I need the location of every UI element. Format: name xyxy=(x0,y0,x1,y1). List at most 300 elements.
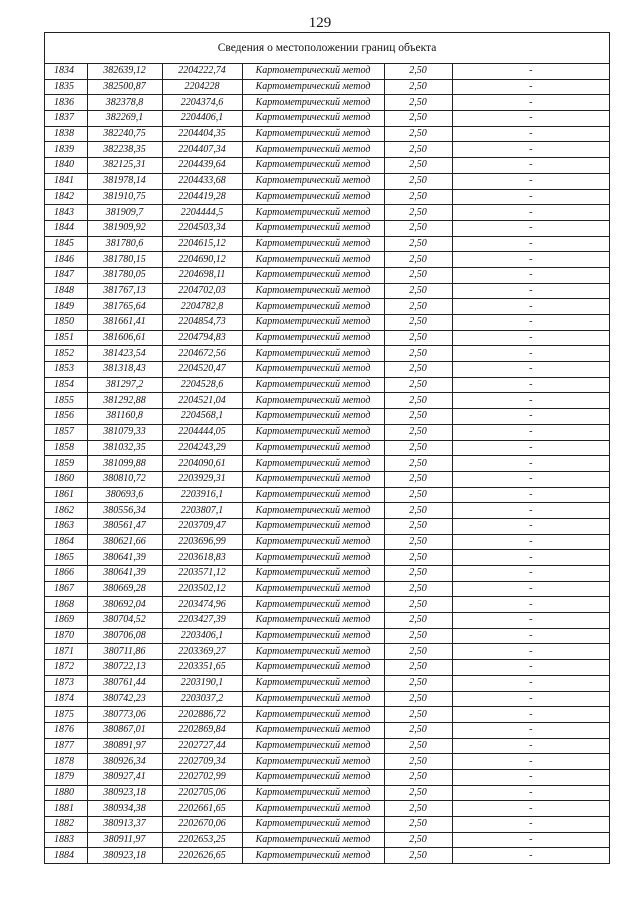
point-number-cell: 1860 xyxy=(45,471,87,487)
x-coordinate-cell: 380704,52 xyxy=(87,613,162,629)
point-number-cell: 1858 xyxy=(45,440,87,456)
note-cell: - xyxy=(452,785,609,801)
accuracy-cell: 2,50 xyxy=(384,111,452,127)
method-cell: Картометрический метод xyxy=(242,550,384,566)
note-cell: - xyxy=(452,738,609,754)
y-coordinate-cell: 2203037,2 xyxy=(162,691,242,707)
y-coordinate-cell: 2203929,31 xyxy=(162,471,242,487)
point-number-cell: 1876 xyxy=(45,722,87,738)
point-number-cell: 1874 xyxy=(45,691,87,707)
table-row xyxy=(45,817,609,833)
method-cell: Картометрический метод xyxy=(242,362,384,378)
table-row xyxy=(45,471,609,487)
table-row xyxy=(45,315,609,331)
y-coordinate-cell: 2204615,12 xyxy=(162,236,242,252)
x-coordinate-cell: 382125,31 xyxy=(87,158,162,174)
x-coordinate-cell: 380556,34 xyxy=(87,503,162,519)
note-cell: - xyxy=(452,769,609,785)
y-coordinate-cell: 2203369,27 xyxy=(162,644,242,660)
x-coordinate-cell: 381318,43 xyxy=(87,362,162,378)
accuracy-cell: 2,50 xyxy=(384,440,452,456)
table-row xyxy=(45,644,609,660)
x-coordinate-cell: 380561,47 xyxy=(87,518,162,534)
y-coordinate-cell: 2204407,34 xyxy=(162,142,242,158)
method-cell: Картометрический метод xyxy=(242,832,384,848)
x-coordinate-cell: 380773,06 xyxy=(87,707,162,723)
method-cell: Картометрический метод xyxy=(242,785,384,801)
table-row xyxy=(45,707,609,723)
table-row xyxy=(45,173,609,189)
accuracy-cell: 2,50 xyxy=(384,79,452,95)
table-row xyxy=(45,362,609,378)
table-row xyxy=(45,801,609,817)
accuracy-cell: 2,50 xyxy=(384,189,452,205)
x-coordinate-cell: 380692,04 xyxy=(87,597,162,613)
x-coordinate-cell: 381780,15 xyxy=(87,252,162,268)
accuracy-cell: 2,50 xyxy=(384,597,452,613)
x-coordinate-cell: 382500,87 xyxy=(87,79,162,95)
method-cell: Картометрический метод xyxy=(242,769,384,785)
accuracy-cell: 2,50 xyxy=(384,456,452,472)
table-row xyxy=(45,220,609,236)
y-coordinate-cell: 2204090,61 xyxy=(162,456,242,472)
accuracy-cell: 2,50 xyxy=(384,581,452,597)
note-cell: - xyxy=(452,283,609,299)
table-row xyxy=(45,738,609,754)
note-cell: - xyxy=(452,111,609,127)
accuracy-cell: 2,50 xyxy=(384,95,452,111)
accuracy-cell: 2,50 xyxy=(384,142,452,158)
y-coordinate-cell: 2204439,64 xyxy=(162,158,242,174)
table-row xyxy=(45,252,609,268)
point-number-cell: 1841 xyxy=(45,173,87,189)
point-number-cell: 1869 xyxy=(45,613,87,629)
y-coordinate-cell: 2203696,99 xyxy=(162,534,242,550)
x-coordinate-cell: 380926,34 xyxy=(87,754,162,770)
method-cell: Картометрический метод xyxy=(242,581,384,597)
accuracy-cell: 2,50 xyxy=(384,644,452,660)
table-row xyxy=(45,722,609,738)
accuracy-cell: 2,50 xyxy=(384,487,452,503)
table-row xyxy=(45,79,609,95)
y-coordinate-cell: 2203709,47 xyxy=(162,518,242,534)
accuracy-cell: 2,50 xyxy=(384,377,452,393)
y-coordinate-cell: 2203427,39 xyxy=(162,613,242,629)
y-coordinate-cell: 2204406,1 xyxy=(162,111,242,127)
accuracy-cell: 2,50 xyxy=(384,550,452,566)
note-cell: - xyxy=(452,64,609,79)
point-number-cell: 1879 xyxy=(45,769,87,785)
point-number-cell: 1859 xyxy=(45,456,87,472)
note-cell: - xyxy=(452,644,609,660)
accuracy-cell: 2,50 xyxy=(384,173,452,189)
method-cell: Картометрический метод xyxy=(242,126,384,142)
coordinates-table-body xyxy=(45,64,609,863)
accuracy-cell: 2,50 xyxy=(384,126,452,142)
method-cell: Картометрический метод xyxy=(242,456,384,472)
point-number-cell: 1870 xyxy=(45,628,87,644)
note-cell: - xyxy=(452,95,609,111)
point-number-cell: 1877 xyxy=(45,738,87,754)
point-number-cell: 1884 xyxy=(45,848,87,863)
y-coordinate-cell: 2202626,65 xyxy=(162,848,242,863)
accuracy-cell: 2,50 xyxy=(384,299,452,315)
method-cell: Картометрический метод xyxy=(242,330,384,346)
table-row xyxy=(45,848,609,863)
table-row xyxy=(45,566,609,582)
table-row xyxy=(45,597,609,613)
method-cell: Картометрический метод xyxy=(242,801,384,817)
method-cell: Картометрический метод xyxy=(242,503,384,519)
x-coordinate-cell: 381423,54 xyxy=(87,346,162,362)
note-cell: - xyxy=(452,173,609,189)
x-coordinate-cell: 381910,75 xyxy=(87,189,162,205)
x-coordinate-cell: 382240,75 xyxy=(87,126,162,142)
table-row xyxy=(45,550,609,566)
note-cell: - xyxy=(452,722,609,738)
point-number-cell: 1846 xyxy=(45,252,87,268)
point-number-cell: 1849 xyxy=(45,299,87,315)
x-coordinate-cell: 381780,05 xyxy=(87,267,162,283)
accuracy-cell: 2,50 xyxy=(384,675,452,691)
y-coordinate-cell: 2204672,56 xyxy=(162,346,242,362)
accuracy-cell: 2,50 xyxy=(384,722,452,738)
method-cell: Картометрический метод xyxy=(242,518,384,534)
point-number-cell: 1882 xyxy=(45,817,87,833)
table-row xyxy=(45,346,609,362)
x-coordinate-cell: 380923,18 xyxy=(87,785,162,801)
point-number-cell: 1838 xyxy=(45,126,87,142)
table-row xyxy=(45,518,609,534)
method-cell: Картометрический метод xyxy=(242,64,384,79)
y-coordinate-cell: 2204444,05 xyxy=(162,424,242,440)
note-cell: - xyxy=(452,456,609,472)
y-coordinate-cell: 2203502,12 xyxy=(162,581,242,597)
x-coordinate-cell: 381297,2 xyxy=(87,377,162,393)
note-cell: - xyxy=(452,346,609,362)
y-coordinate-cell: 2203474,96 xyxy=(162,597,242,613)
accuracy-cell: 2,50 xyxy=(384,424,452,440)
point-number-cell: 1835 xyxy=(45,79,87,95)
point-number-cell: 1848 xyxy=(45,283,87,299)
method-cell: Картометрический метод xyxy=(242,111,384,127)
note-cell: - xyxy=(452,628,609,644)
x-coordinate-cell: 380669,28 xyxy=(87,581,162,597)
y-coordinate-cell: 2202727,44 xyxy=(162,738,242,754)
accuracy-cell: 2,50 xyxy=(384,518,452,534)
accuracy-cell: 2,50 xyxy=(384,769,452,785)
accuracy-cell: 2,50 xyxy=(384,252,452,268)
table-row xyxy=(45,236,609,252)
point-number-cell: 1851 xyxy=(45,330,87,346)
accuracy-cell: 2,50 xyxy=(384,362,452,378)
accuracy-cell: 2,50 xyxy=(384,817,452,833)
method-cell: Картометрический метод xyxy=(242,393,384,409)
y-coordinate-cell: 2204374,6 xyxy=(162,95,242,111)
point-number-cell: 1836 xyxy=(45,95,87,111)
note-cell: - xyxy=(452,503,609,519)
note-cell: - xyxy=(452,801,609,817)
note-cell: - xyxy=(452,581,609,597)
method-cell: Картометрический метод xyxy=(242,487,384,503)
point-number-cell: 1844 xyxy=(45,220,87,236)
method-cell: Картометрический метод xyxy=(242,409,384,425)
note-cell: - xyxy=(452,471,609,487)
accuracy-cell: 2,50 xyxy=(384,628,452,644)
x-coordinate-cell: 380621,66 xyxy=(87,534,162,550)
method-cell: Картометрический метод xyxy=(242,675,384,691)
note-cell: - xyxy=(452,409,609,425)
method-cell: Картометрический метод xyxy=(242,173,384,189)
table-row xyxy=(45,299,609,315)
x-coordinate-cell: 380913,37 xyxy=(87,817,162,833)
note-cell: - xyxy=(452,754,609,770)
x-coordinate-cell: 381909,92 xyxy=(87,220,162,236)
y-coordinate-cell: 2202670,06 xyxy=(162,817,242,833)
accuracy-cell: 2,50 xyxy=(384,315,452,331)
x-coordinate-cell: 382639,12 xyxy=(87,64,162,79)
accuracy-cell: 2,50 xyxy=(384,566,452,582)
y-coordinate-cell: 2204782,8 xyxy=(162,299,242,315)
accuracy-cell: 2,50 xyxy=(384,738,452,754)
method-cell: Картометрический метод xyxy=(242,377,384,393)
y-coordinate-cell: 2204444,5 xyxy=(162,205,242,221)
method-cell: Картометрический метод xyxy=(242,707,384,723)
point-number-cell: 1834 xyxy=(45,64,87,79)
method-cell: Картометрический метод xyxy=(242,252,384,268)
x-coordinate-cell: 380641,39 xyxy=(87,566,162,582)
table-row xyxy=(45,456,609,472)
table-row xyxy=(45,785,609,801)
y-coordinate-cell: 2204433,68 xyxy=(162,173,242,189)
y-coordinate-cell: 2204243,29 xyxy=(162,440,242,456)
y-coordinate-cell: 2204568,1 xyxy=(162,409,242,425)
accuracy-cell: 2,50 xyxy=(384,393,452,409)
accuracy-cell: 2,50 xyxy=(384,754,452,770)
accuracy-cell: 2,50 xyxy=(384,660,452,676)
method-cell: Картометрический метод xyxy=(242,267,384,283)
y-coordinate-cell: 2203807,1 xyxy=(162,503,242,519)
note-cell: - xyxy=(452,158,609,174)
accuracy-cell: 2,50 xyxy=(384,220,452,236)
note-cell: - xyxy=(452,189,609,205)
method-cell: Картометрический метод xyxy=(242,299,384,315)
table-row xyxy=(45,660,609,676)
note-cell: - xyxy=(452,660,609,676)
method-cell: Картометрический метод xyxy=(242,440,384,456)
x-coordinate-cell: 381292,88 xyxy=(87,393,162,409)
point-number-cell: 1845 xyxy=(45,236,87,252)
note-cell: - xyxy=(529,849,533,861)
x-coordinate-cell: 381765,64 xyxy=(87,299,162,315)
method-cell: Картометрический метод xyxy=(242,754,384,770)
method-cell: Картометрический метод xyxy=(242,205,384,221)
accuracy-cell: 2,50 xyxy=(384,801,452,817)
point-number-cell: 1880 xyxy=(45,785,87,801)
table-row xyxy=(45,189,609,205)
point-number-cell: 1872 xyxy=(45,660,87,676)
accuracy-cell: 2,50 xyxy=(384,848,452,863)
point-number-cell: 1866 xyxy=(45,566,87,582)
y-coordinate-cell: 2204794,83 xyxy=(162,330,242,346)
x-coordinate-cell: 382378,8 xyxy=(87,95,162,111)
y-coordinate-cell: 2203406,1 xyxy=(162,628,242,644)
y-coordinate-cell: 2204228 xyxy=(162,79,242,95)
y-coordinate-cell: 2204702,03 xyxy=(162,283,242,299)
x-coordinate-cell: 380722,13 xyxy=(87,660,162,676)
note-cell: - xyxy=(452,440,609,456)
point-number-cell: 1843 xyxy=(45,205,87,221)
y-coordinate-cell: 2204404,35 xyxy=(162,126,242,142)
coordinates-table xyxy=(45,64,609,863)
note-cell: - xyxy=(452,424,609,440)
y-coordinate-cell: 2204419,28 xyxy=(162,189,242,205)
x-coordinate-cell: 382269,1 xyxy=(87,111,162,127)
note-cell: - xyxy=(452,518,609,534)
accuracy-cell: 2,50 xyxy=(384,283,452,299)
point-number-cell: 1875 xyxy=(45,707,87,723)
table-row xyxy=(45,691,609,707)
y-coordinate-cell: 2202869,84 xyxy=(162,722,242,738)
method-cell: Картометрический метод xyxy=(242,534,384,550)
y-coordinate-cell: 2204528,6 xyxy=(162,377,242,393)
note-cell: - xyxy=(452,362,609,378)
point-number-cell: 1861 xyxy=(45,487,87,503)
point-number-cell: 1883 xyxy=(45,832,87,848)
x-coordinate-cell: 380934,38 xyxy=(87,801,162,817)
accuracy-cell: 2,50 xyxy=(384,707,452,723)
point-number-cell: 1850 xyxy=(45,315,87,331)
y-coordinate-cell: 2202705,06 xyxy=(162,785,242,801)
table-row xyxy=(45,832,609,848)
x-coordinate-cell: 381909,7 xyxy=(87,205,162,221)
accuracy-cell: 2,50 xyxy=(384,64,452,79)
point-number-cell: 1863 xyxy=(45,518,87,534)
note-cell: - xyxy=(452,487,609,503)
x-coordinate-cell: 381661,41 xyxy=(87,315,162,331)
table-row xyxy=(45,330,609,346)
y-coordinate-cell: 2204222,74 xyxy=(162,64,242,79)
point-number-cell: 1865 xyxy=(45,550,87,566)
table-row xyxy=(45,769,609,785)
method-cell: Картометрический метод xyxy=(242,142,384,158)
note-cell: - xyxy=(452,566,609,582)
method-cell: Картометрический метод xyxy=(242,283,384,299)
x-coordinate-cell: 380711,86 xyxy=(87,644,162,660)
method-cell: Картометрический метод xyxy=(242,660,384,676)
accuracy-cell: 2,50 xyxy=(384,346,452,362)
coordinates-table-frame xyxy=(44,32,610,864)
note-cell: - xyxy=(452,832,609,848)
accuracy-cell: 2,50 xyxy=(384,236,452,252)
y-coordinate-cell: 2204690,12 xyxy=(162,252,242,268)
method-cell: Картометрический метод xyxy=(242,315,384,331)
y-coordinate-cell: 2202702,99 xyxy=(162,769,242,785)
method-cell: Картометрический метод xyxy=(242,848,384,863)
y-coordinate-cell: 2203571,12 xyxy=(162,566,242,582)
table-row xyxy=(45,503,609,519)
x-coordinate-cell: 381160,8 xyxy=(87,409,162,425)
x-coordinate-cell: 381032,35 xyxy=(87,440,162,456)
note-cell: - xyxy=(452,126,609,142)
method-cell: Картометрический метод xyxy=(242,471,384,487)
accuracy-cell: 2,50 xyxy=(384,158,452,174)
y-coordinate-cell: 2203190,1 xyxy=(162,675,242,691)
note-cell: - xyxy=(452,550,609,566)
x-coordinate-cell: 380867,01 xyxy=(87,722,162,738)
method-cell: Картометрический метод xyxy=(242,158,384,174)
table-row xyxy=(45,111,609,127)
point-number-cell: 1868 xyxy=(45,597,87,613)
method-cell: Картометрический метод xyxy=(242,95,384,111)
accuracy-cell: 2,50 xyxy=(384,832,452,848)
note-cell: - xyxy=(452,817,609,833)
method-cell: Картометрический метод xyxy=(242,691,384,707)
x-coordinate-cell: 380810,72 xyxy=(87,471,162,487)
table-row xyxy=(45,409,609,425)
note-cell: - xyxy=(452,299,609,315)
x-coordinate-cell: 380641,39 xyxy=(87,550,162,566)
y-coordinate-cell: 2203618,83 xyxy=(162,550,242,566)
point-number-cell: 1842 xyxy=(45,189,87,205)
table-row xyxy=(45,64,609,79)
point-number-cell: 1856 xyxy=(45,409,87,425)
x-coordinate-cell: 380693,6 xyxy=(87,487,162,503)
note-cell: - xyxy=(452,597,609,613)
method-cell: Картометрический метод xyxy=(242,597,384,613)
method-cell: Картометрический метод xyxy=(242,613,384,629)
table-row xyxy=(45,283,609,299)
note-cell: - xyxy=(452,267,609,283)
y-coordinate-cell: 2203916,1 xyxy=(162,487,242,503)
method-cell: Картометрический метод xyxy=(242,722,384,738)
method-cell: Картометрический метод xyxy=(242,220,384,236)
y-coordinate-cell: 2202661,65 xyxy=(162,801,242,817)
method-cell: Картометрический метод xyxy=(242,738,384,754)
x-coordinate-cell: 380891,97 xyxy=(87,738,162,754)
accuracy-cell: 2,50 xyxy=(384,471,452,487)
accuracy-cell: 2,50 xyxy=(384,785,452,801)
point-number-cell: 1854 xyxy=(45,377,87,393)
method-cell: Картометрический метод xyxy=(242,79,384,95)
point-number-cell: 1873 xyxy=(45,675,87,691)
note-cell: - xyxy=(452,236,609,252)
table-row xyxy=(45,613,609,629)
table-row xyxy=(45,205,609,221)
y-coordinate-cell: 2204854,73 xyxy=(162,315,242,331)
note-cell: - xyxy=(452,220,609,236)
method-cell: Картометрический метод xyxy=(242,236,384,252)
table-row xyxy=(45,675,609,691)
table-row xyxy=(45,267,609,283)
method-cell: Картометрический метод xyxy=(242,189,384,205)
point-number-cell: 1871 xyxy=(45,644,87,660)
x-coordinate-cell: 380927,41 xyxy=(87,769,162,785)
x-coordinate-cell: 380761,44 xyxy=(87,675,162,691)
table-row xyxy=(45,534,609,550)
x-coordinate-cell: 380911,97 xyxy=(87,832,162,848)
x-coordinate-cell: 381606,61 xyxy=(87,330,162,346)
note-cell: - xyxy=(452,377,609,393)
x-coordinate-cell: 382238,35 xyxy=(87,142,162,158)
note-cell: - xyxy=(452,534,609,550)
y-coordinate-cell: 2202653,25 xyxy=(162,832,242,848)
x-coordinate-cell: 380923,18 xyxy=(87,848,162,863)
x-coordinate-cell: 381780,6 xyxy=(87,236,162,252)
point-number-cell: 1853 xyxy=(45,362,87,378)
y-coordinate-cell: 2203351,65 xyxy=(162,660,242,676)
accuracy-cell: 2,50 xyxy=(384,691,452,707)
